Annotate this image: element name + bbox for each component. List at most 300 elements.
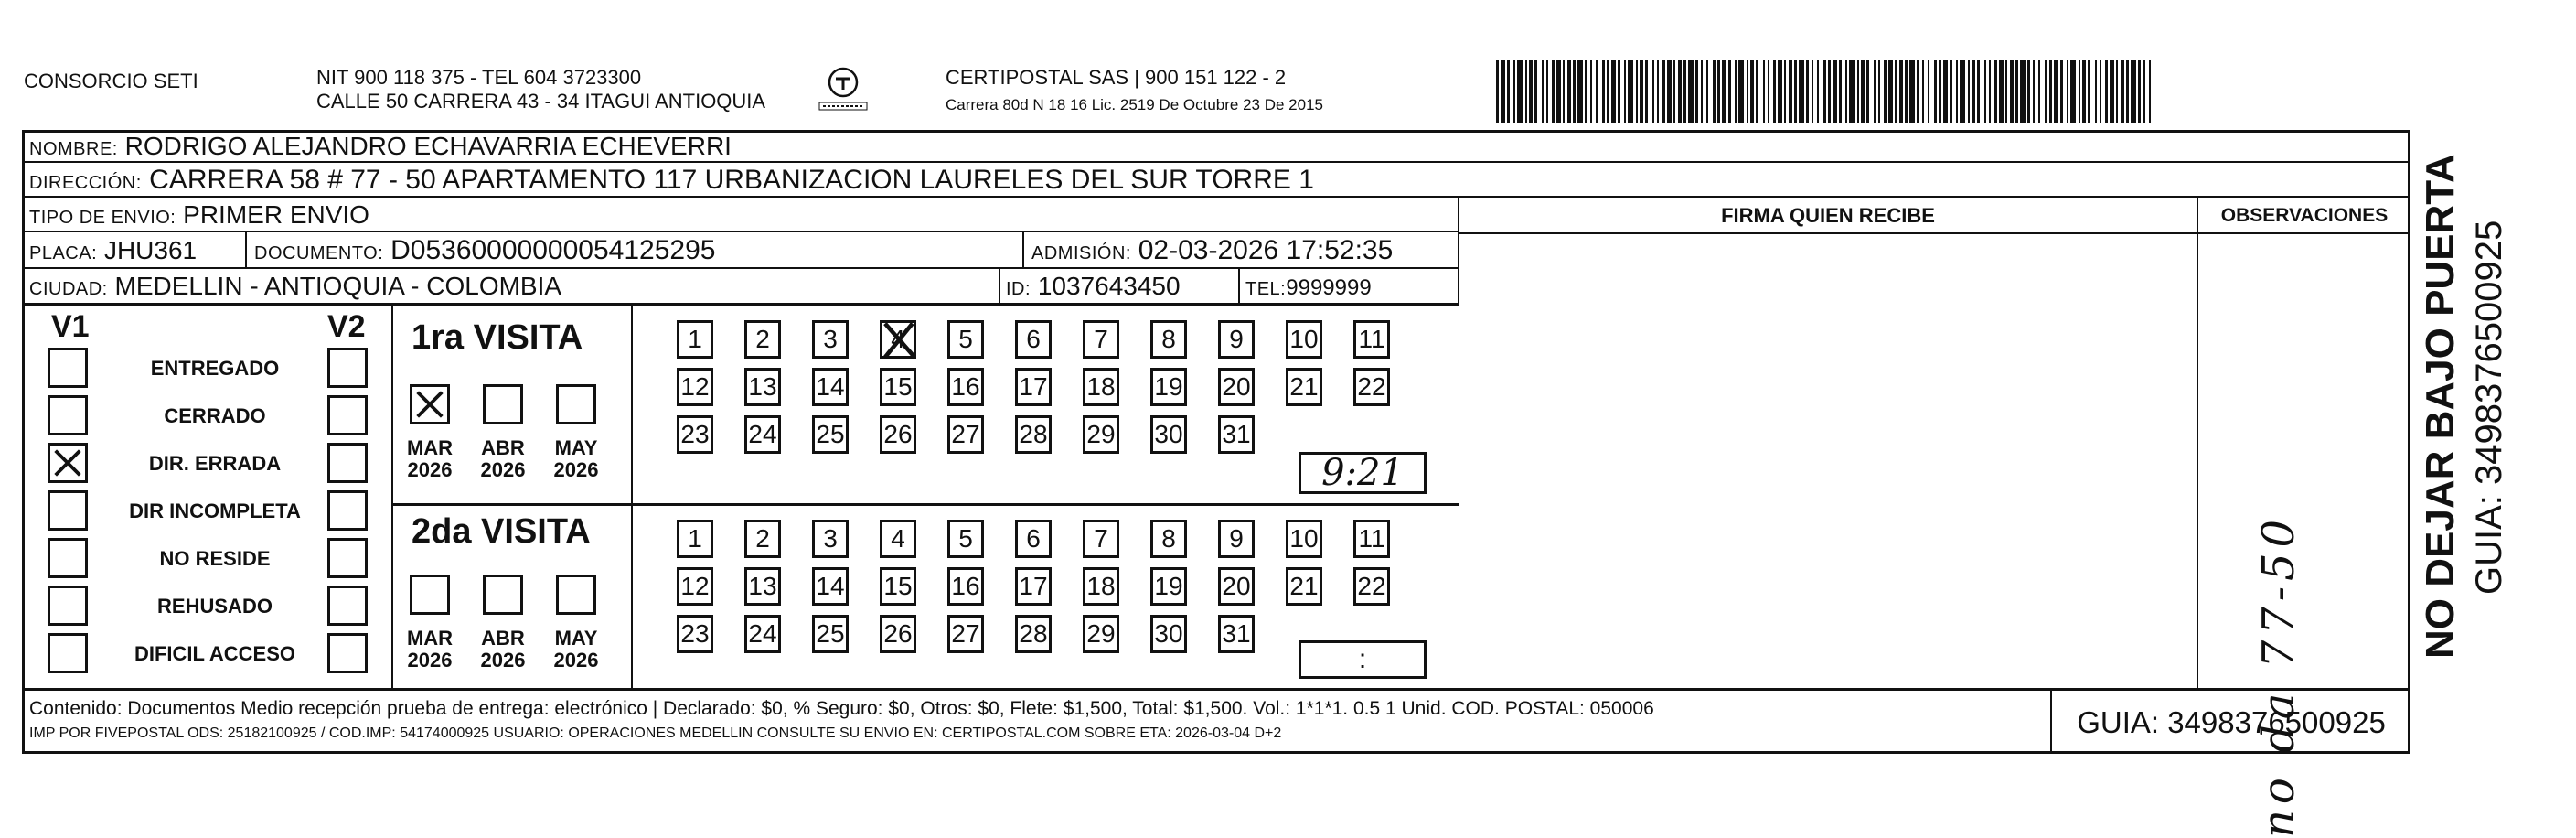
day-number: 3 bbox=[823, 524, 838, 553]
barcode-bar bbox=[2110, 60, 2114, 123]
second-visit-month-checkbox[interactable] bbox=[410, 575, 450, 615]
barcode-bar bbox=[2088, 60, 2090, 123]
status-label: NO RESIDE bbox=[159, 547, 271, 570]
barcode-bar bbox=[1546, 60, 1548, 123]
month-year: 2026 bbox=[553, 458, 599, 481]
first-visit-day-box[interactable] bbox=[880, 320, 916, 359]
second-visit-day-box[interactable] bbox=[1015, 615, 1052, 653]
barcode-bar bbox=[1567, 60, 1571, 123]
second-visit-month-label bbox=[399, 628, 461, 671]
first-visit-day-box[interactable] bbox=[1286, 320, 1322, 359]
barcode-bar bbox=[1833, 60, 1837, 123]
barcode-bar bbox=[2015, 60, 2018, 123]
barcode-bar bbox=[1717, 60, 1720, 123]
month-year: 2026 bbox=[553, 649, 599, 671]
first-visit-month-checkbox[interactable] bbox=[483, 384, 523, 424]
first-visit-day-box[interactable] bbox=[880, 368, 916, 406]
second-visit-day-box[interactable] bbox=[1218, 615, 1255, 653]
barcode-bar bbox=[1849, 60, 1855, 123]
barcode-bar bbox=[1662, 60, 1665, 123]
barcode-bar bbox=[1994, 60, 1997, 123]
barcode-bar bbox=[1960, 60, 1965, 123]
second-visit-day-box[interactable] bbox=[880, 520, 916, 558]
tel-label: TEL: bbox=[1245, 279, 1287, 299]
barcode-bar bbox=[1645, 60, 1648, 123]
day-number: 1 bbox=[688, 325, 702, 353]
day-number: 24 bbox=[748, 420, 777, 448]
day-number: 5 bbox=[958, 524, 973, 553]
barcode-bar bbox=[2100, 60, 2101, 123]
month-year: 2026 bbox=[480, 458, 526, 481]
footer bbox=[22, 688, 2410, 754]
first-visit-day-box[interactable] bbox=[812, 415, 849, 454]
placa-row bbox=[22, 232, 1459, 269]
day-number: 28 bbox=[1019, 619, 1048, 648]
day-number: 27 bbox=[951, 619, 980, 648]
barcode-bar bbox=[1657, 60, 1659, 123]
v1-checkbox[interactable] bbox=[48, 538, 88, 578]
barcode-bar bbox=[1917, 60, 1919, 123]
barcode-bar bbox=[1607, 60, 1609, 123]
day-number: 14 bbox=[816, 572, 845, 600]
barcode-bar bbox=[1888, 60, 1893, 123]
barcode-bar bbox=[1778, 60, 1782, 123]
first-visit-month-checkbox[interactable] bbox=[556, 384, 596, 424]
barcode-bar bbox=[2049, 60, 2052, 123]
barcode-bar bbox=[1585, 60, 1587, 123]
day-number: 29 bbox=[1086, 619, 1116, 648]
admision-value: 02-03-2026 17:52:35 bbox=[1138, 235, 1394, 265]
first-visit-day-box[interactable] bbox=[677, 415, 713, 454]
second-visit-day-box[interactable] bbox=[812, 615, 849, 653]
barcode-bar bbox=[1823, 60, 1826, 123]
barcode-bar bbox=[2143, 60, 2145, 123]
barcode-bar bbox=[1728, 60, 1731, 123]
day-number: 28 bbox=[1019, 420, 1048, 448]
first-visit-month-checkbox[interactable] bbox=[410, 384, 450, 424]
day-number: 25 bbox=[816, 420, 845, 448]
day-number: 18 bbox=[1086, 372, 1116, 401]
barcode-bar bbox=[1577, 60, 1583, 123]
second-visit-day-box[interactable] bbox=[1150, 615, 1187, 653]
status-label: DIFICIL ACCESO bbox=[134, 642, 295, 665]
first-visit-month-label bbox=[399, 437, 461, 481]
day-number: 23 bbox=[680, 619, 710, 648]
v1-checkbox[interactable] bbox=[48, 395, 88, 435]
barcode-bar bbox=[2149, 60, 2151, 123]
barcode-bar bbox=[1640, 60, 1643, 123]
barcode-bar bbox=[1817, 60, 1819, 123]
second-visit-day-box[interactable] bbox=[677, 567, 713, 606]
barcode-bar bbox=[1611, 60, 1616, 123]
day-number: 8 bbox=[1161, 325, 1176, 353]
second-visit-day-box[interactable] bbox=[677, 520, 713, 558]
admision-label: ADMISIÓN: bbox=[1031, 243, 1131, 263]
direccion-value: CARRERA 58 # 77 - 50 APARTAMENTO 117 URBANIZACION LAURELES DEL SUR TORRE 1 bbox=[149, 165, 1314, 195]
first-visit-day-box[interactable] bbox=[880, 415, 916, 454]
second-visit-day-box[interactable] bbox=[812, 520, 849, 558]
barcode-bar bbox=[1750, 60, 1754, 123]
day-number: 21 bbox=[1289, 572, 1319, 600]
second-visit-day-box[interactable] bbox=[1353, 567, 1390, 606]
second-visit-day-box[interactable] bbox=[1286, 567, 1322, 606]
first-visit-day-box[interactable] bbox=[947, 320, 984, 359]
second-visit-day-box[interactable] bbox=[1353, 520, 1390, 558]
first-visit-time[interactable]: 9:21 bbox=[1299, 452, 1427, 494]
tel-value: 9999999 bbox=[1286, 275, 1372, 300]
certipostal-logo-icon bbox=[816, 66, 871, 113]
v1-checkbox[interactable] bbox=[48, 633, 88, 673]
footer-guia: GUIA: 3498376500925 bbox=[2050, 691, 2410, 754]
month-name: MAY bbox=[554, 627, 598, 650]
v2-checkbox[interactable] bbox=[327, 633, 368, 673]
id-label: ID: bbox=[1006, 279, 1031, 299]
second-visit-day-box[interactable] bbox=[1150, 567, 1187, 606]
barcode-bar bbox=[1763, 60, 1765, 123]
barcode-bar bbox=[1905, 60, 1908, 123]
second-visit-time[interactable]: : bbox=[1299, 640, 1427, 679]
v2-checkbox[interactable] bbox=[327, 490, 368, 531]
month-name: MAR bbox=[406, 627, 454, 650]
certipostal-line-1: CERTIPOSTAL SAS | 900 151 122 - 2 bbox=[946, 66, 1287, 89]
barcode-bar bbox=[1738, 60, 1744, 123]
month-year: 2026 bbox=[480, 649, 526, 671]
barcode-bar bbox=[2105, 60, 2108, 123]
v2-checkbox[interactable] bbox=[327, 443, 368, 483]
second-visit-day-box[interactable] bbox=[744, 520, 781, 558]
month-name: ABR bbox=[481, 627, 525, 650]
barcode-bar bbox=[1866, 60, 1869, 123]
direccion-row bbox=[22, 163, 2410, 198]
ciudad-row bbox=[22, 269, 1459, 306]
second-visit-day-box[interactable] bbox=[1083, 567, 1119, 606]
day-number: 11 bbox=[1358, 325, 1385, 353]
day-number: 21 bbox=[1289, 372, 1319, 401]
first-visit-day-box[interactable] bbox=[1150, 415, 1187, 454]
second-visit-day-box[interactable] bbox=[744, 567, 781, 606]
first-visit-day-box[interactable] bbox=[744, 368, 781, 406]
first-visit-day-box[interactable] bbox=[1150, 320, 1187, 359]
second-visit-month-label bbox=[545, 628, 607, 671]
side-guia: GUIA: 3498376500925 bbox=[2469, 220, 2509, 595]
barcode-bar bbox=[1695, 60, 1698, 123]
barcode-bar bbox=[1596, 60, 1598, 123]
v1-checkbox[interactable] bbox=[48, 490, 88, 531]
barcode-bar bbox=[2020, 60, 2026, 123]
first-visit-day-box[interactable] bbox=[677, 320, 713, 359]
barcode-bar bbox=[1525, 60, 1527, 123]
day-number: 13 bbox=[748, 372, 777, 401]
first-visit-day-box[interactable] bbox=[1015, 415, 1052, 454]
barcode-bar bbox=[1590, 60, 1592, 123]
barcode-bar bbox=[2131, 60, 2136, 123]
day-number: 7 bbox=[1094, 325, 1108, 353]
barcode-bar bbox=[2138, 60, 2141, 123]
barcode-bar bbox=[1602, 60, 1605, 123]
second-visit-day-box[interactable] bbox=[744, 615, 781, 653]
first-visit-day-box[interactable] bbox=[1353, 368, 1390, 406]
barcode-bar bbox=[2079, 60, 2080, 123]
day-number: 22 bbox=[1357, 572, 1386, 600]
first-visit-day-box[interactable] bbox=[1218, 320, 1255, 359]
second-visit-month-checkbox[interactable] bbox=[556, 575, 596, 615]
v2-label: V2 bbox=[327, 309, 366, 344]
first-visit-day-box[interactable] bbox=[947, 368, 984, 406]
second-visit-day-box[interactable] bbox=[1286, 520, 1322, 558]
day-number: 16 bbox=[951, 572, 980, 600]
placa-value: JHU361 bbox=[103, 236, 198, 264]
barcode-bar bbox=[1735, 60, 1737, 123]
barcode-bar bbox=[2060, 60, 2063, 123]
day-number: 3 bbox=[823, 325, 838, 353]
v2-checkbox[interactable] bbox=[327, 586, 368, 626]
day-number: 9 bbox=[1229, 325, 1244, 353]
day-number: 22 bbox=[1357, 372, 1386, 401]
barcode-bar bbox=[1529, 60, 1533, 123]
day-number: 25 bbox=[816, 619, 845, 648]
second-visit-day-box[interactable] bbox=[1083, 520, 1119, 558]
first-visit-day-box[interactable] bbox=[1218, 415, 1255, 454]
observation-handwriting: no da 77-50 bbox=[2253, 513, 2304, 838]
side-warning: NO DEJAR BAJO PUERTA bbox=[2418, 154, 2463, 659]
barcode-bar bbox=[1688, 60, 1694, 123]
barcode-bar bbox=[1628, 60, 1633, 123]
documento-label: DOCUMENTO: bbox=[254, 243, 384, 263]
barcode-bar bbox=[1722, 60, 1726, 123]
day-number: 2 bbox=[755, 524, 770, 553]
day-number: 26 bbox=[883, 420, 913, 448]
day-number: 6 bbox=[1026, 524, 1041, 553]
barcode-bar bbox=[1678, 60, 1682, 123]
direccion-label: DIRECCIÓN: bbox=[29, 173, 142, 193]
tipo-row bbox=[22, 198, 1459, 232]
barcode-bar bbox=[1799, 60, 1804, 123]
day-number: 19 bbox=[1154, 372, 1183, 401]
barcode-bar bbox=[1956, 60, 1958, 123]
firma-box bbox=[1459, 198, 2198, 688]
first-visit-day-box[interactable] bbox=[812, 320, 849, 359]
barcode-bar bbox=[1706, 60, 1708, 123]
day-number: 15 bbox=[883, 572, 913, 600]
second-visit-day-box[interactable] bbox=[947, 615, 984, 653]
day-number: 29 bbox=[1086, 420, 1116, 448]
day-number: 12 bbox=[680, 372, 710, 401]
status-label: DIR INCOMPLETA bbox=[129, 500, 301, 522]
barcode-bar bbox=[1909, 60, 1915, 123]
status-label: DIR. ERRADA bbox=[148, 452, 282, 475]
second-visit-day-box[interactable] bbox=[677, 615, 713, 653]
barcode bbox=[1496, 60, 2154, 123]
day-number: 19 bbox=[1154, 572, 1183, 600]
day-number: 2 bbox=[755, 325, 770, 353]
first-visit-day-box[interactable] bbox=[1015, 368, 1052, 406]
v1-checkbox[interactable] bbox=[48, 443, 88, 483]
v2-checkbox[interactable] bbox=[327, 348, 368, 388]
first-visit-day-box[interactable] bbox=[1083, 368, 1119, 406]
barcode-bar bbox=[1556, 60, 1561, 123]
first-visit-day-box[interactable] bbox=[744, 415, 781, 454]
visit-vertical-divider bbox=[631, 306, 633, 688]
v1-label: V1 bbox=[51, 309, 90, 344]
barcode-bar bbox=[1534, 60, 1537, 123]
day-number: 4 bbox=[891, 524, 905, 553]
day-number: 26 bbox=[883, 619, 913, 648]
second-visit-day-box[interactable] bbox=[947, 520, 984, 558]
barcode-bar bbox=[1999, 60, 2004, 123]
barcode-bar bbox=[1636, 60, 1638, 123]
first-visit-month-label bbox=[472, 437, 534, 481]
first-visit-day-box[interactable] bbox=[1218, 368, 1255, 406]
day-number: 12 bbox=[680, 572, 710, 600]
second-visit-day-box[interactable] bbox=[1015, 567, 1052, 606]
day-number: 17 bbox=[1019, 572, 1048, 600]
barcode-bar bbox=[2054, 60, 2058, 123]
day-number: 18 bbox=[1086, 572, 1116, 600]
footer-line-1: Contenido: Documentos Medio recepción prueba de entrega: electrónico | Declarado: $0, % Seguro: $0, Otros: $0, Flete: $1,500, Total: $1,500. Vol.: 1*1*1. 0.5 1 Unid. COD. POSTAL: 050006 bbox=[29, 698, 1654, 719]
second-visit-day-box[interactable] bbox=[812, 567, 849, 606]
first-visit-day-box[interactable] bbox=[1353, 320, 1390, 359]
barcode-bar bbox=[1943, 60, 1948, 123]
barcode-bar bbox=[2033, 60, 2035, 123]
first-visit-month-label bbox=[545, 437, 607, 481]
barcode-bar bbox=[1977, 60, 1980, 123]
barcode-bar bbox=[1542, 60, 1544, 123]
day-number: 7 bbox=[1094, 524, 1108, 553]
month-name: ABR bbox=[481, 436, 525, 459]
tipo-value: PRIMER ENVIO bbox=[183, 200, 369, 229]
barcode-bar bbox=[1683, 60, 1686, 123]
barcode-bar bbox=[2126, 60, 2129, 123]
day-number: 11 bbox=[1358, 524, 1385, 553]
barcode-bar bbox=[1496, 60, 1499, 123]
barcode-bar bbox=[1501, 60, 1505, 123]
barcode-bar bbox=[1747, 60, 1748, 123]
barcode-bar bbox=[1773, 60, 1776, 123]
second-visit-day-box[interactable] bbox=[1015, 520, 1052, 558]
day-number: 9 bbox=[1229, 524, 1244, 553]
barcode-bar bbox=[1857, 60, 1859, 123]
nombre-value: RODRIGO ALEJANDRO ECHAVARRIA ECHEVERRI bbox=[124, 132, 732, 160]
certipostal-line-2: Carrera 80d N 18 16 Lic. 2519 De Octubre 23 De 2015 bbox=[946, 96, 1323, 113]
first-visit-day-box[interactable] bbox=[1286, 368, 1322, 406]
barcode-bar bbox=[1928, 60, 1929, 123]
barcode-bar bbox=[1652, 60, 1654, 123]
first-visit-day-box[interactable] bbox=[1083, 320, 1119, 359]
second-visit-title: 2da VISITA bbox=[412, 512, 591, 551]
status-label: CERRADO bbox=[164, 404, 266, 427]
day-number: 8 bbox=[1161, 524, 1176, 553]
barcode-bar bbox=[1624, 60, 1626, 123]
barcode-bar bbox=[1756, 60, 1758, 123]
barcode-bar bbox=[2070, 60, 2076, 123]
barcode-bar bbox=[1507, 60, 1510, 123]
barcode-bar bbox=[1667, 60, 1672, 123]
v2-checkbox[interactable] bbox=[327, 538, 368, 578]
day-number: 10 bbox=[1289, 325, 1319, 353]
first-visit-day-box[interactable] bbox=[677, 368, 713, 406]
second-visit-month-checkbox[interactable] bbox=[483, 575, 523, 615]
day-number: 14 bbox=[816, 372, 845, 401]
barcode-bar bbox=[2082, 60, 2086, 123]
day-number: 30 bbox=[1154, 619, 1183, 648]
v1-checkbox[interactable] bbox=[48, 586, 88, 626]
barcode-bar bbox=[1968, 60, 1970, 123]
barcode-bar bbox=[2038, 60, 2040, 123]
first-visit-title: 1ra VISITA bbox=[412, 318, 583, 357]
second-visit-day-box[interactable] bbox=[1083, 615, 1119, 653]
barcode-bar bbox=[2045, 60, 2047, 123]
barcode-bar bbox=[2027, 60, 2030, 123]
ciudad-label: CIUDAD: bbox=[29, 279, 108, 299]
month-year: 2026 bbox=[407, 458, 453, 481]
day-number: 10 bbox=[1289, 524, 1319, 553]
first-visit-day-box[interactable] bbox=[1083, 415, 1119, 454]
firma-label: FIRMA QUIEN RECIBE bbox=[1459, 198, 2197, 234]
barcode-bar bbox=[1573, 60, 1576, 123]
day-number: 27 bbox=[951, 420, 980, 448]
day-number: 20 bbox=[1222, 572, 1251, 600]
first-visit-day-box[interactable] bbox=[744, 320, 781, 359]
barcode-bar bbox=[1922, 60, 1924, 123]
footer-line-2: IMP POR FIVEPOSTAL ODS: 25182100925 / COD.IMP: 54174000925 USUARIO: OPERACIONES MEDELLIN CONSULTE SU ENVIO EN: CERTIPOSTAL.COM SOBRE ETA: 2026-03-04 D+2 bbox=[29, 725, 1282, 741]
second-visit-day-box[interactable] bbox=[880, 615, 916, 653]
barcode-bar bbox=[1845, 60, 1847, 123]
observaciones-label: OBSERVACIONES bbox=[2198, 198, 2410, 234]
barcode-bar bbox=[1950, 60, 1952, 123]
barcode-bar bbox=[1972, 60, 1975, 123]
v2-checkbox[interactable] bbox=[327, 395, 368, 435]
day-number: 13 bbox=[748, 572, 777, 600]
nit-line-2: CALLE 50 CARRERA 43 - 34 ITAGUI ANTIOQUIA bbox=[316, 90, 766, 113]
day-number: 1 bbox=[688, 524, 702, 553]
company-name: CONSORCIO SETI bbox=[24, 70, 198, 92]
day-number: 30 bbox=[1154, 420, 1183, 448]
barcode-bar bbox=[2121, 60, 2124, 123]
day-number: 31 bbox=[1222, 420, 1251, 448]
first-visit-day-box[interactable] bbox=[1150, 368, 1187, 406]
first-visit-day-box[interactable] bbox=[1015, 320, 1052, 359]
day-number: 16 bbox=[951, 372, 980, 401]
documento-value: D05360000000054125295 bbox=[390, 235, 716, 265]
barcode-bar bbox=[1989, 60, 1991, 123]
month-year: 2026 bbox=[407, 649, 453, 671]
first-visit-day-box[interactable] bbox=[812, 368, 849, 406]
day-number: 20 bbox=[1222, 372, 1251, 401]
nombre-label: NOMBRE: bbox=[29, 139, 118, 159]
day-number: 4 bbox=[891, 325, 905, 353]
second-visit-day-box[interactable] bbox=[1150, 520, 1187, 558]
barcode-bar bbox=[2005, 60, 2007, 123]
barcode-bar bbox=[1563, 60, 1565, 123]
second-visit-day-box[interactable] bbox=[1218, 567, 1255, 606]
barcode-bar bbox=[1934, 60, 1937, 123]
nombre-row bbox=[22, 130, 2410, 163]
barcode-bar bbox=[2067, 60, 2068, 123]
barcode-bar bbox=[1984, 60, 1986, 123]
status-label: REHUSADO bbox=[157, 595, 273, 618]
barcode-bar bbox=[2010, 60, 2014, 123]
second-visit-day-box[interactable] bbox=[880, 567, 916, 606]
month-name: MAY bbox=[554, 436, 598, 459]
barcode-bar bbox=[1768, 60, 1769, 123]
month-name: MAR bbox=[406, 436, 454, 459]
second-visit-day-box[interactable] bbox=[947, 567, 984, 606]
second-visit-day-box[interactable] bbox=[1218, 520, 1255, 558]
barcode-bar bbox=[1794, 60, 1797, 123]
first-visit-day-box[interactable] bbox=[947, 415, 984, 454]
placa-label: PLACA: bbox=[29, 243, 98, 263]
v1-checkbox[interactable] bbox=[48, 348, 88, 388]
